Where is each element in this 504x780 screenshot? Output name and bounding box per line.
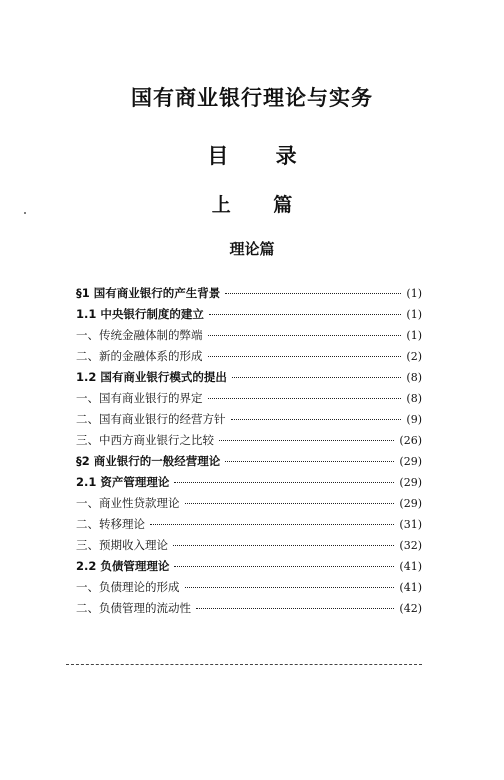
toc-dot-leader — [174, 566, 394, 567]
toc-entry-page: (41) — [399, 560, 422, 573]
table-of-contents — [76, 285, 422, 621]
toc-entry-page: (31) — [399, 518, 422, 531]
toc-entry — [76, 579, 422, 600]
toc-entry-page: (1) — [406, 287, 422, 300]
toc-dot-leader — [219, 440, 394, 441]
toc-entry-page: (42) — [399, 602, 422, 615]
toc-entry — [76, 558, 422, 579]
toc-entry-title: 二、转移理论 — [76, 517, 145, 531]
toc-entry-page: (29) — [399, 455, 422, 468]
toc-heading: 目 录 — [207, 144, 297, 168]
toc-entry — [76, 453, 422, 474]
section-heading: 理论篇 — [229, 240, 275, 258]
toc-dot-leader — [231, 419, 402, 420]
toc-dot-leader — [185, 503, 395, 504]
toc-dot-leader — [209, 314, 402, 315]
toc-entry-page: (29) — [399, 497, 422, 510]
toc-dot-leader — [185, 587, 395, 588]
toc-entry-page: (1) — [406, 308, 422, 321]
toc-dot-leader — [208, 335, 402, 336]
toc-entry — [76, 432, 422, 453]
scan-speck — [24, 212, 26, 214]
toc-entry-title: 三、中西方商业银行之比较 — [76, 433, 214, 447]
toc-entry-page: (2) — [406, 350, 422, 363]
toc-entry-page: (29) — [399, 476, 422, 489]
toc-entry — [76, 411, 422, 432]
toc-entry-title: 二、国有商业银行的经营方针 — [76, 412, 226, 426]
toc-entry-page: (32) — [399, 539, 422, 552]
toc-entry — [76, 600, 422, 621]
toc-entry — [76, 537, 422, 558]
toc-entry-title: §1 国有商业银行的产生背景 — [76, 286, 221, 300]
toc-dot-leader — [174, 482, 394, 483]
toc-entry-title: 2.1 资产管理理论 — [76, 475, 170, 489]
toc-entry-title: 一、负债理论的形成 — [76, 580, 180, 594]
part-heading: 上 篇 — [211, 194, 293, 216]
toc-entry — [76, 474, 422, 495]
toc-entry-title: 一、传统金融体制的弊端 — [76, 328, 203, 342]
toc-dot-leader — [150, 524, 394, 525]
book-title: 国有商业银行理论与实务 — [131, 86, 373, 110]
toc-entry-title: 一、商业性贷款理论 — [76, 496, 180, 510]
toc-entry-page: (9) — [406, 413, 422, 426]
toc-entry — [76, 369, 422, 390]
toc-entry-title: 1.1 中央银行制度的建立 — [76, 307, 204, 321]
toc-dot-leader — [196, 608, 394, 609]
toc-entry-page: (41) — [399, 581, 422, 594]
toc-entry-title: 二、新的金融体系的形成 — [76, 349, 203, 363]
toc-entry-page: (26) — [399, 434, 422, 447]
toc-dot-leader — [208, 398, 402, 399]
toc-entry — [76, 306, 422, 327]
toc-entry — [76, 390, 422, 411]
toc-entry-title: 1.2 国有商业银行模式的提出 — [76, 370, 227, 384]
toc-entry-page: (1) — [406, 329, 422, 342]
toc-dot-leader — [208, 356, 402, 357]
toc-entry-title: 2.2 负债管理理论 — [76, 559, 170, 573]
toc-entry-title: 二、负债管理的流动性 — [76, 601, 191, 615]
toc-entry — [76, 348, 422, 369]
toc-entry — [76, 495, 422, 516]
toc-entry — [76, 516, 422, 537]
toc-entry-title: §2 商业银行的一般经营理论 — [76, 454, 221, 468]
toc-dot-leader — [225, 293, 401, 294]
toc-entry — [76, 327, 422, 348]
toc-entry-title: 三、预期收入理论 — [76, 538, 168, 552]
toc-dot-leader — [225, 461, 394, 462]
toc-entry-page: (8) — [406, 392, 422, 405]
toc-dot-leader — [232, 377, 402, 378]
toc-dot-leader — [173, 545, 394, 546]
toc-entry — [76, 285, 422, 306]
toc-entry-page: (8) — [406, 371, 422, 384]
footer-rule — [66, 664, 422, 665]
toc-entry-title: 一、国有商业银行的界定 — [76, 391, 203, 405]
